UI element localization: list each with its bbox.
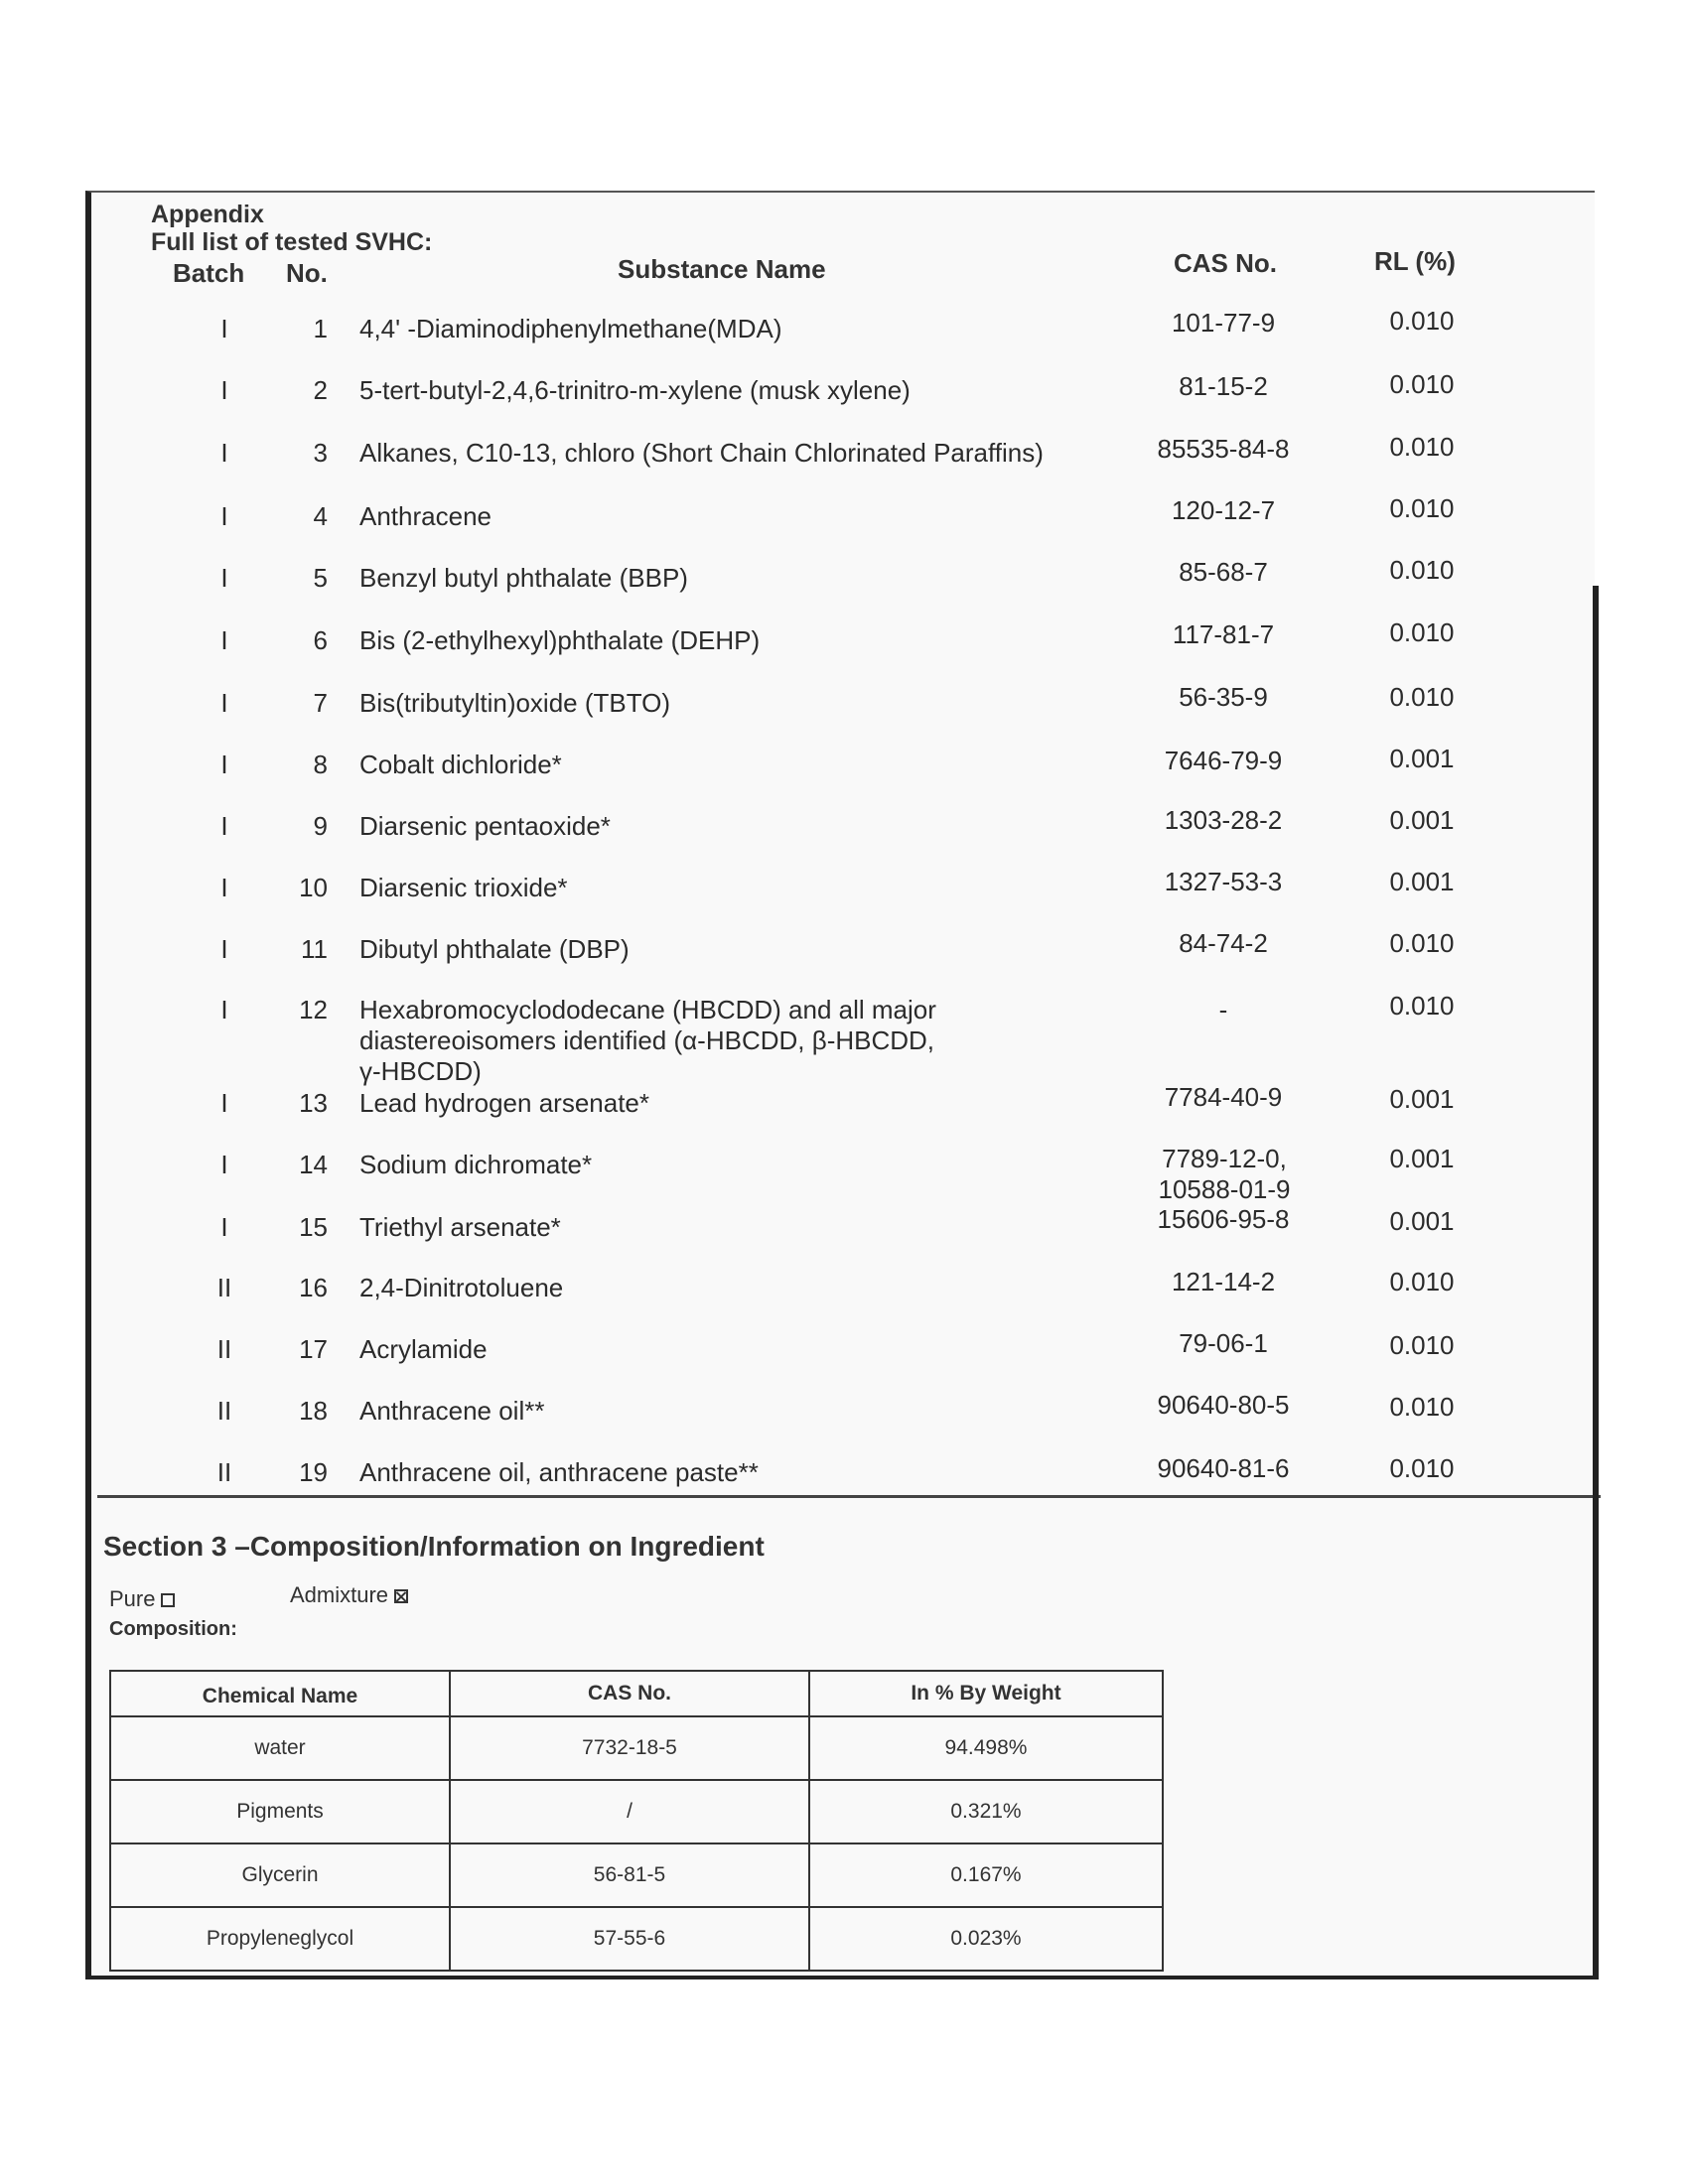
number-cell: 9 (313, 811, 328, 841)
cas-cell: 120-12-7 (1171, 495, 1276, 525)
substance-cell: Diarsenic pentaoxide* (359, 811, 611, 841)
rl-cell: 0.010 (1389, 928, 1455, 958)
batch-cell: I (220, 873, 228, 902)
number-cell: 15 (299, 1212, 328, 1242)
document-sheet (85, 191, 1595, 1978)
substance-cell: Benzyl butyl phthalate (BBP) (359, 563, 688, 593)
weight-cell: 0.167% (809, 1843, 1163, 1907)
batch-cell: I (220, 934, 228, 964)
chemical-cell: Propyleneglycol (110, 1907, 450, 1971)
substance-cell: Alkanes, C10-13, chloro (Short Chain Chlorinated Paraffins) (359, 438, 1044, 468)
substance-cell: 4,4' -Diaminodiphenylmethane(MDA) (359, 314, 782, 343)
rl-cell: 0.010 (1389, 432, 1455, 462)
cas-cell: 7646-79-9 (1164, 746, 1283, 775)
number-cell: 12 (299, 995, 328, 1024)
pure-label: Pure (109, 1586, 156, 1611)
table-row (91, 1204, 1601, 1252)
section-3-title: Section 3 –Composition/Information on Ingredient (103, 1531, 765, 1562)
number-cell: 1 (313, 314, 328, 343)
rl-cell: 0.010 (1389, 555, 1455, 585)
table-row (91, 805, 1601, 851)
rl-cell: 0.001 (1389, 1206, 1455, 1236)
batch-cell: I (220, 1088, 228, 1118)
cas-cell: 85-68-7 (1179, 557, 1268, 587)
substance-cell: Bis (2-ethylhexyl)phthalate (DEHP) (359, 625, 761, 655)
cas-cell: 81-15-2 (1179, 371, 1268, 401)
cas-cell: 90640-80-5 (1157, 1390, 1290, 1420)
rl-cell: 0.010 (1389, 1267, 1455, 1297)
table-row (91, 928, 1601, 974)
header-cas-no: CAS No. (450, 1671, 809, 1716)
header-no: No. (286, 258, 328, 288)
table-row (110, 1780, 1163, 1843)
number-cell: 8 (313, 750, 328, 779)
batch-cell: II (216, 1334, 232, 1364)
cas-cell: 79-06-1 (1179, 1328, 1268, 1358)
composition-table (109, 1670, 1164, 1972)
chemical-cell: Pigments (110, 1780, 450, 1843)
table-row (91, 1082, 1601, 1128)
table-row (91, 306, 1601, 353)
number-cell: 16 (299, 1273, 328, 1302)
number-cell: 18 (299, 1396, 328, 1426)
chemical-cell: Glycerin (110, 1843, 450, 1907)
cas-cell: - (1218, 995, 1228, 1024)
table-row (91, 432, 1601, 478)
table-row (91, 682, 1601, 728)
cas-cell: / (450, 1780, 809, 1843)
rl-cell: 0.010 (1389, 306, 1455, 336)
admixture-option (290, 1582, 408, 1608)
table-row (110, 1843, 1163, 1907)
number-cell: 6 (313, 625, 328, 655)
rl-cell: 0.010 (1389, 617, 1455, 647)
cas-cell: 101-77-9 (1171, 308, 1276, 338)
rl-cell: 0.010 (1389, 1453, 1455, 1483)
pure-option (109, 1586, 175, 1612)
substance-cell: Lead hydrogen arsenate* (359, 1088, 650, 1118)
cas-cell: 1327-53-3 (1164, 867, 1283, 896)
table-row (110, 1716, 1163, 1780)
header-substance-name: Substance Name (618, 254, 826, 284)
substance-cell: Acrylamide (359, 1334, 488, 1364)
batch-cell: I (220, 811, 228, 841)
batch-cell: II (216, 1457, 232, 1487)
rl-cell: 0.001 (1389, 1084, 1455, 1114)
cas-cell: 57-55-6 (450, 1907, 809, 1971)
pure-checkbox[interactable] (161, 1593, 175, 1607)
cas-cell: 85535-84-8 (1157, 434, 1290, 464)
table-row (91, 493, 1601, 541)
sheet-bottom-edge (85, 1976, 1595, 1979)
header-batch: Batch (173, 258, 245, 288)
appendix-subtitle: Full list of tested SVHC: (151, 228, 433, 256)
substance-cell: Anthracene oil** (359, 1396, 545, 1426)
number-cell: 10 (299, 873, 328, 902)
rl-cell: 0.010 (1389, 1330, 1455, 1360)
rl-cell: 0.001 (1389, 805, 1455, 835)
batch-cell: I (220, 375, 228, 405)
batch-cell: I (220, 438, 228, 468)
cas-cell: 7789-12-0, 10588-01-9 (1158, 1144, 1291, 1204)
weight-cell: 94.498% (809, 1716, 1163, 1780)
rl-cell: 0.010 (1389, 369, 1455, 399)
cas-cell: 90640-81-6 (1157, 1453, 1290, 1483)
header-cas-no: CAS No. (1174, 248, 1277, 278)
cas-cell: 56-81-5 (450, 1843, 809, 1907)
composition-label: Composition: (109, 1618, 237, 1640)
cas-cell: 1303-28-2 (1164, 805, 1283, 835)
number-cell: 2 (313, 375, 328, 405)
table-row (91, 744, 1601, 789)
rl-cell: 0.010 (1389, 682, 1455, 712)
substance-cell: Diarsenic trioxide* (359, 873, 568, 902)
batch-cell: I (220, 625, 228, 655)
rl-cell: 0.001 (1389, 1144, 1455, 1173)
substance-cell: Dibutyl phthalate (DBP) (359, 934, 630, 964)
rl-cell: 0.001 (1389, 867, 1455, 896)
batch-cell: I (220, 314, 228, 343)
table-row (91, 1390, 1601, 1435)
cas-cell: 56-35-9 (1179, 682, 1268, 712)
rl-cell: 0.001 (1389, 744, 1455, 773)
appendix-title: Appendix (151, 201, 264, 228)
batch-cell: I (220, 563, 228, 593)
chemical-cell: water (110, 1716, 450, 1780)
section-divider (97, 1495, 1601, 1498)
table-row (91, 555, 1601, 603)
number-cell: 5 (313, 563, 328, 593)
batch-cell: I (220, 501, 228, 531)
composition-header-row (110, 1671, 1163, 1716)
number-cell: 19 (299, 1457, 328, 1487)
batch-cell: II (216, 1396, 232, 1426)
table-row (91, 991, 1601, 1094)
table-row (110, 1907, 1163, 1971)
substance-cell: Bis(tributyltin)oxide (TBTO) (359, 688, 671, 718)
substance-cell: Anthracene (359, 501, 492, 531)
cas-cell: 121-14-2 (1171, 1267, 1276, 1297)
batch-cell: I (220, 1212, 228, 1242)
batch-cell: I (220, 1150, 228, 1179)
number-cell: 7 (313, 688, 328, 718)
substance-cell: Triethyl arsenate* (359, 1212, 561, 1242)
batch-cell: I (220, 750, 228, 779)
batch-cell: II (216, 1273, 232, 1302)
table-row (91, 1453, 1601, 1497)
admixture-checkbox[interactable] (394, 1589, 408, 1603)
substance-cell: Hexabromocyclododecane (HBCDD) and all major diastereoisomers identified (α-HBCDD, β-HBCDD, γ-HBCDD) (359, 995, 936, 1086)
number-cell: 17 (299, 1334, 328, 1364)
number-cell: 3 (313, 438, 328, 468)
table-row (91, 867, 1601, 912)
sheet-right-edge (1593, 586, 1599, 1979)
weight-cell: 0.023% (809, 1907, 1163, 1971)
cas-cell: 117-81-7 (1172, 619, 1275, 649)
substance-cell: Sodium dichromate* (359, 1150, 593, 1179)
substance-cell: Anthracene oil, anthracene paste** (359, 1457, 759, 1487)
batch-cell: I (220, 995, 228, 1024)
number-cell: 14 (299, 1150, 328, 1179)
rl-cell: 0.010 (1389, 991, 1455, 1021)
substance-cell: Cobalt dichloride* (359, 750, 562, 779)
header-chemical-name: Chemical Name (110, 1671, 450, 1716)
substance-cell: 2,4-Dinitrotoluene (359, 1273, 564, 1302)
header-rl: RL (%) (1374, 246, 1456, 276)
table-row (91, 1328, 1601, 1374)
cas-cell: 7784-40-9 (1164, 1082, 1283, 1112)
header-weight: In % By Weight (809, 1671, 1163, 1716)
rl-cell: 0.010 (1389, 1392, 1455, 1422)
number-cell: 4 (313, 501, 328, 531)
rl-cell: 0.010 (1389, 493, 1455, 523)
substance-cell: 5-tert-butyl-2,4,6-trinitro-m-xylene (musk xylene) (359, 375, 911, 405)
table-row (91, 617, 1601, 665)
number-cell: 11 (301, 934, 328, 964)
table-row (91, 1267, 1601, 1312)
table-row (91, 369, 1601, 415)
cas-cell: 15606-95-8 (1157, 1204, 1290, 1234)
batch-cell: I (220, 688, 228, 718)
admixture-label: Admixture (290, 1582, 389, 1607)
cas-cell: 7732-18-5 (450, 1716, 809, 1780)
weight-cell: 0.321% (809, 1780, 1163, 1843)
number-cell: 13 (299, 1088, 328, 1118)
cas-cell: 84-74-2 (1179, 928, 1268, 958)
